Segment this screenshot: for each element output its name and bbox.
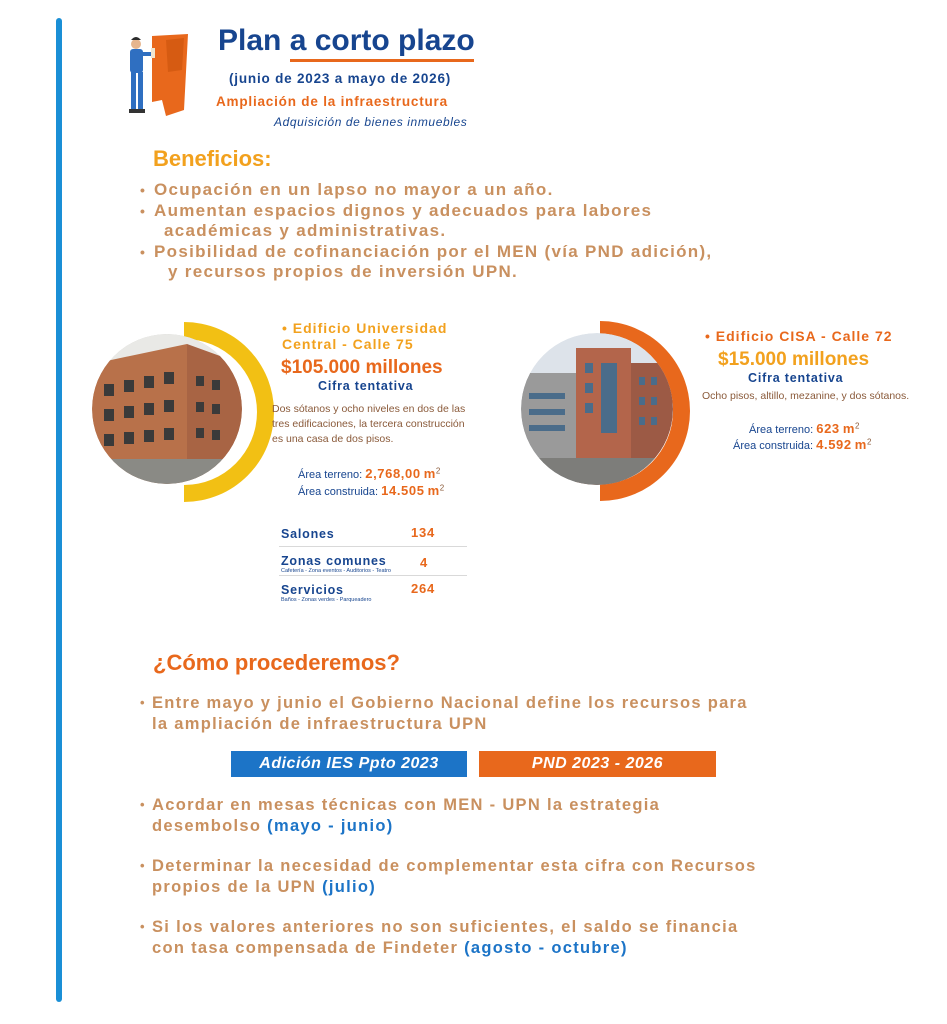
building1-area-terreno: Área terreno: 2,768,00 $m^2$ <box>298 466 441 481</box>
painter-icon <box>122 30 192 120</box>
building1-stats-table <box>279 520 467 606</box>
building1-name: • Edificio Universidad Central - Calle 75 <box>282 320 448 352</box>
beneficios-list <box>140 180 712 283</box>
tag-pnd: PND 2023 - 2026 <box>479 751 716 777</box>
subsection-subtitle: Adquisición de bienes inmuebles <box>274 115 468 129</box>
beneficio-item: • Ocupación en un lapso no mayor a un año. <box>140 180 712 201</box>
building1-cifra: Cifra tentativa <box>318 379 414 393</box>
building2-price: $15.000 millones <box>718 349 870 370</box>
como-step: • Acordar en mesas técnicas con MEN - UPN la estrategia desembolso (mayo - junio) <box>140 795 660 836</box>
tag-adicion-ies: Adición IES Ppto 2023 <box>231 751 467 777</box>
beneficio-item: • Aumentan espacios dignos y adecuados para labores académicas y administrativas. <box>140 201 712 242</box>
building2-cifra: Cifra tentativa <box>748 371 844 385</box>
como-heading: ¿Cómo procederemos? <box>153 650 400 675</box>
page-title: Plan a corto plazo <box>218 24 475 57</box>
building2-name: • Edificio CISA - Calle 72 <box>705 328 893 344</box>
como-intro: • Entre mayo y junio el Gobierno Nacional define los recursos para la ampliación de infraestructura UPN <box>140 693 748 734</box>
building1-photo <box>92 334 242 484</box>
stat-row: Salones 134 <box>279 520 467 547</box>
building2-photo <box>521 333 673 485</box>
stat-row: Zonas comunes Cafetería - Zona eventos - Auditorios - Teatro 4 <box>279 547 467 576</box>
left-accent-line <box>56 18 62 1002</box>
beneficio-item: • Posibilidad de cofinanciación por el MEN (vía PND adición), y recursos propios de inversión UPN. <box>140 242 712 283</box>
building1-price: $105.000 millones <box>281 357 443 378</box>
como-step: • Determinar la necesidad de complementar esta cifra con Recursos propios de la UPN (julio) <box>140 856 757 897</box>
period-subtitle: (junio de 2023 a mayo de 2026) <box>229 71 452 86</box>
building2-description: Ocho pisos, altillo, mezanine, y dos sótanos. <box>702 390 910 402</box>
section-subtitle: Ampliación de la infraestructura <box>216 94 448 109</box>
como-step: • Si los valores anteriores no son suficientes, el saldo se financia con tasa compensada de Findeter (agosto - octubre) <box>140 917 738 958</box>
building2-area-terreno: Área terreno: 623 $m^2$ <box>749 421 860 436</box>
beneficios-heading: Beneficios: <box>153 146 272 171</box>
title-underline <box>290 59 474 62</box>
building2-area-construida: Área construida: 4.592 $m^2$ <box>733 437 872 452</box>
building1-area-construida: Área construida: 14.505 $m^2$ <box>298 483 445 498</box>
building1-description: Dos sótanos y ocho niveles en dos de las tres edificaciones, la tercera construcción es una casa de dos pisos. <box>272 403 466 445</box>
stat-row: Servicios Baños - Zonas verdes - Parqueadero 264 <box>281 581 436 603</box>
